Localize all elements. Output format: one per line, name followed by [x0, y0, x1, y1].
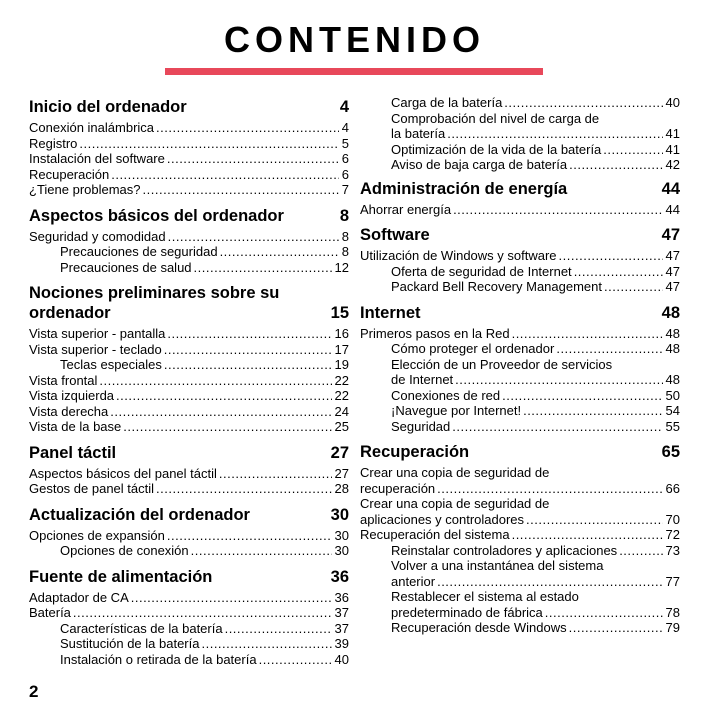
dot-leader: [502, 388, 662, 404]
dot-leader: [225, 621, 332, 637]
entry-title: Vista frontal: [29, 372, 98, 388]
section-page-number: 47: [661, 226, 680, 244]
entry-page-number: 4: [341, 120, 349, 135]
dot-leader: [164, 357, 332, 373]
toc-entry-line[interactable]: Restablecer el sistema al estado: [391, 589, 579, 604]
entry-title: Ahorrar energía: [360, 201, 452, 217]
toc-entry-line[interactable]: Comprobación del nivel de carga de: [391, 110, 600, 126]
toc-entry[interactable]: [29, 167, 349, 183]
section-page-number: 4: [339, 98, 349, 116]
entry-title: Primeros pasos en la Red: [360, 325, 510, 341]
toc-entry[interactable]: [29, 404, 349, 420]
section-page-number: 48: [661, 303, 680, 322]
entry-page-number: 42: [665, 157, 680, 172]
entry-page-number: 50: [665, 387, 680, 403]
toc-entry[interactable]: [29, 151, 349, 167]
title-underline-bar: [165, 68, 543, 75]
section-page-number: 8: [339, 206, 349, 225]
entry-title: Precauciones de salud: [60, 259, 192, 275]
toc-section-heading[interactable]: [360, 226, 680, 245]
entry-page-number: 48: [665, 372, 680, 387]
entry-title: Conexiones de red: [391, 387, 501, 403]
dot-leader: [123, 419, 331, 435]
entry-title: Opciones de expansión: [29, 527, 165, 543]
entry-page-number: 41: [665, 126, 680, 141]
entry-title: Opciones de conexión: [60, 543, 189, 558]
dot-leader: [437, 574, 662, 590]
entry-page-number: 25: [334, 419, 349, 434]
entry-title: Carga de la batería: [391, 95, 503, 110]
toc-entry[interactable]: [29, 481, 349, 497]
entry-page-number: 24: [334, 403, 349, 419]
entry-page-number: 6: [341, 151, 349, 166]
toc-subentry[interactable]: [360, 264, 680, 280]
entry-page-number: 66: [665, 480, 680, 496]
dot-leader: [574, 264, 663, 280]
dot-leader: [220, 244, 339, 260]
dot-leader: [512, 326, 663, 342]
toc-entry[interactable]: [29, 388, 349, 404]
toc-section-heading[interactable]: [360, 180, 680, 199]
toc-entry[interactable]: [360, 202, 680, 218]
dot-leader: [526, 512, 662, 528]
section-title: ordenador: [29, 304, 111, 322]
toc-subentry[interactable]: [360, 419, 680, 435]
toc-entry[interactable]: [360, 326, 680, 342]
toc-section-heading[interactable]: [29, 568, 349, 587]
toc-entry[interactable]: [29, 528, 349, 544]
dot-leader: [194, 260, 332, 276]
entry-title: aplicaciones y controladores: [360, 511, 525, 527]
section-title: Inicio del ordenador: [29, 98, 187, 116]
toc-entry[interactable]: [29, 182, 349, 198]
entry-page-number: 28: [334, 481, 349, 496]
dot-leader: [111, 167, 339, 183]
entry-title: Recuperación desde Windows: [391, 620, 567, 635]
entry-page-number: 16: [334, 326, 349, 341]
entry-title: de Internet: [391, 372, 454, 387]
entry-page-number: 22: [334, 388, 349, 403]
dot-leader: [453, 202, 662, 218]
section-page-number: 15: [330, 304, 349, 322]
section-title: Internet: [360, 303, 421, 322]
entry-title: Seguridad: [391, 418, 451, 434]
entry-page-number: 40: [334, 651, 349, 667]
dot-leader: [167, 151, 339, 167]
entry-page-number: 36: [334, 589, 349, 605]
toc-entry[interactable]: [29, 120, 349, 136]
entry-page-number: 55: [665, 418, 680, 434]
dot-leader: [556, 341, 662, 357]
toc-section-heading[interactable]: [29, 304, 349, 323]
entry-page-number: 39: [334, 636, 349, 651]
entry-title: Instalación del software: [29, 151, 165, 166]
dot-leader: [79, 136, 338, 152]
toc-entry[interactable]: [360, 248, 680, 264]
dot-leader: [167, 326, 331, 342]
dot-leader: [167, 528, 332, 544]
dot-leader: [156, 481, 332, 497]
page-number: 2: [29, 682, 39, 701]
toc-subentry[interactable]: [29, 244, 349, 260]
toc-section-heading[interactable]: [29, 98, 349, 117]
entry-page-number: 48: [665, 325, 680, 341]
toc-subentry[interactable]: [360, 279, 680, 295]
dot-leader: [143, 182, 339, 198]
toc-section-heading[interactable]: [29, 444, 349, 463]
toc-entry[interactable]: [29, 326, 349, 342]
toc-subentry[interactable]: [360, 372, 680, 388]
toc-entry[interactable]: [360, 481, 680, 497]
entry-title: ¿Tiene problemas?: [29, 182, 141, 197]
dot-leader: [512, 527, 663, 543]
dot-leader: [73, 605, 332, 621]
entry-title: Registro: [29, 135, 78, 151]
entry-title: Reinstalar controladores y aplicaciones: [391, 542, 618, 558]
toc-entry[interactable]: [29, 590, 349, 606]
toc-subentry[interactable]: [360, 126, 680, 142]
entry-title: Conexión inalámbrica: [29, 120, 155, 135]
entry-title: Aspectos básicos del panel táctil: [29, 465, 217, 481]
entry-page-number: 73: [665, 542, 680, 558]
entry-title: Vista superior - teclado: [29, 341, 162, 357]
dot-leader: [156, 120, 339, 136]
dot-leader: [110, 404, 331, 420]
toc-section-heading[interactable]: [29, 506, 349, 525]
entry-title: predeterminado de fábrica: [391, 604, 543, 620]
entry-page-number: 8: [341, 244, 349, 259]
toc-entry[interactable]: [29, 466, 349, 482]
entry-title: Vista izquierda: [29, 388, 115, 403]
dot-leader: [259, 652, 332, 668]
entry-title: Sustitución de la batería: [60, 636, 200, 651]
dot-leader: [523, 403, 662, 419]
dot-leader: [447, 126, 662, 142]
entry-title: Utilización de Windows y software: [360, 248, 557, 263]
section-title: Panel táctil: [29, 443, 117, 462]
dot-leader: [168, 229, 339, 245]
entry-page-number: 37: [334, 605, 349, 620]
toc-subentry[interactable]: [29, 357, 349, 373]
toc-entry[interactable]: [29, 419, 349, 435]
dot-leader: [201, 636, 331, 652]
entry-title: Aviso de baja carga de batería: [391, 157, 568, 172]
toc-subentry[interactable]: [29, 636, 349, 652]
toc-subentry[interactable]: [29, 260, 349, 276]
section-page-number: 30: [330, 505, 349, 524]
entry-title: recuperación: [360, 480, 436, 496]
section-title: Nociones preliminares sobre su: [29, 284, 280, 302]
entry-page-number: 12: [334, 259, 349, 275]
toc-entry-line[interactable]: Crear una copia de seguridad de: [360, 496, 550, 511]
toc-entry[interactable]: [360, 527, 680, 543]
page-title: CONTENIDO: [224, 19, 485, 60]
dot-leader: [569, 620, 663, 636]
toc-subentry[interactable]: [360, 388, 680, 404]
toc-subentry[interactable]: [360, 574, 680, 590]
entry-page-number: 22: [334, 372, 349, 388]
toc-entry[interactable]: [29, 136, 349, 152]
entry-page-number: 30: [334, 543, 349, 558]
entry-title: Optimización de la vida de la batería: [391, 141, 602, 157]
entry-title: Adaptador de CA: [29, 589, 129, 605]
entry-title: Packard Bell Recovery Management: [391, 279, 602, 294]
dot-leader: [619, 543, 662, 559]
dot-leader: [545, 605, 663, 621]
entry-page-number: 7: [341, 182, 349, 197]
entry-title: Recuperación: [29, 166, 110, 182]
entry-page-number: 47: [665, 263, 680, 279]
entry-page-number: 5: [341, 135, 349, 151]
entry-page-number: 47: [665, 248, 680, 263]
entry-title: la batería: [391, 126, 446, 141]
section-title: Administración de energía: [360, 179, 568, 198]
toc-subentry[interactable]: [29, 621, 349, 637]
entry-title: Características de la batería: [60, 620, 223, 636]
section-page-number: 44: [661, 179, 680, 198]
entry-page-number: 79: [665, 620, 680, 635]
entry-title: Gestos de panel táctil: [29, 481, 155, 496]
toc-entry-line[interactable]: Elección de un Proveedor de servicios: [391, 356, 613, 372]
dot-leader: [219, 466, 332, 482]
dot-leader: [604, 279, 663, 295]
dot-leader: [99, 373, 331, 389]
toc-subentry[interactable]: [29, 543, 349, 559]
toc-entry[interactable]: [29, 229, 349, 245]
entry-page-number: 19: [334, 357, 349, 372]
entry-page-number: 72: [665, 527, 680, 542]
section-title: Actualización del ordenador: [29, 505, 250, 524]
entry-title: ¡Navegue por Internet!: [391, 403, 522, 418]
section-title: Fuente de alimentación: [29, 567, 213, 586]
dot-leader: [116, 388, 331, 404]
dot-leader: [452, 419, 662, 435]
toc-subentry[interactable]: [360, 403, 680, 419]
entry-page-number: 47: [665, 279, 680, 294]
toc-entry[interactable]: [29, 373, 349, 389]
toc-entry[interactable]: [29, 342, 349, 358]
dot-leader: [164, 342, 332, 358]
toc-entry[interactable]: [360, 512, 680, 528]
entry-title: Vista superior - pantalla: [29, 326, 166, 341]
toc-left-column: [29, 95, 349, 667]
toc-section-heading[interactable]: [29, 207, 349, 226]
dot-leader: [559, 248, 663, 264]
dot-leader: [191, 543, 332, 559]
entry-title: Vista derecha: [29, 403, 109, 419]
entry-title: Instalación o retirada de la batería: [60, 651, 257, 667]
toc-entry-line[interactable]: Crear una copia de seguridad de: [360, 465, 550, 480]
entry-title: Oferta de seguridad de Internet: [391, 263, 572, 279]
toc-subentry[interactable]: [360, 543, 680, 559]
entry-page-number: 77: [665, 573, 680, 589]
toc-subentry[interactable]: [360, 605, 680, 621]
entry-page-number: 37: [334, 620, 349, 636]
entry-page-number: 54: [665, 403, 680, 418]
section-page-number: 65: [661, 443, 680, 461]
dot-leader: [603, 142, 662, 158]
toc-subentry[interactable]: [360, 142, 680, 158]
dot-leader: [455, 372, 662, 388]
entry-page-number: 41: [665, 141, 680, 157]
toc-subentry[interactable]: [360, 341, 680, 357]
toc-subentry[interactable]: [360, 157, 680, 173]
toc-subentry[interactable]: [360, 95, 680, 111]
dot-leader: [569, 157, 662, 173]
entry-page-number: 17: [334, 341, 349, 357]
dot-leader: [437, 481, 662, 497]
section-page-number: 36: [330, 567, 349, 586]
section-page-number: 27: [330, 443, 349, 462]
entry-page-number: 70: [665, 511, 680, 527]
toc-subentry[interactable]: [360, 620, 680, 636]
toc-section-heading-line[interactable]: [29, 284, 349, 303]
entry-title: Batería: [29, 605, 71, 620]
entry-page-number: 27: [334, 465, 349, 481]
section-title: Recuperación: [360, 443, 470, 461]
entry-title: Seguridad y comodidad: [29, 228, 166, 244]
section-title: Software: [360, 226, 430, 244]
toc-right-column: [360, 95, 680, 636]
dot-leader: [131, 590, 332, 606]
toc-entry-line[interactable]: Volver a una instantánea del sistema: [391, 558, 604, 573]
toc-subentry[interactable]: [29, 652, 349, 668]
entry-page-number: 30: [334, 527, 349, 543]
dot-leader: [504, 95, 662, 111]
entry-title: Recuperación del sistema: [360, 527, 510, 542]
toc-entry[interactable]: [29, 605, 349, 621]
entry-page-number: 6: [341, 166, 349, 182]
entry-page-number: 44: [665, 201, 680, 217]
entry-page-number: 40: [665, 95, 680, 110]
section-title: Aspectos básicos del ordenador: [29, 206, 284, 225]
entry-page-number: 78: [665, 604, 680, 620]
entry-page-number: 8: [341, 228, 349, 244]
entry-title: Vista de la base: [29, 419, 122, 434]
entry-title: Cómo proteger el ordenador: [391, 341, 555, 356]
toc-section-heading[interactable]: [360, 304, 680, 323]
entry-page-number: 48: [665, 341, 680, 356]
toc-section-heading[interactable]: [360, 443, 680, 462]
entry-title: Precauciones de seguridad: [60, 244, 218, 259]
entry-title: Teclas especiales: [60, 357, 162, 372]
entry-title: anterior: [391, 573, 436, 589]
